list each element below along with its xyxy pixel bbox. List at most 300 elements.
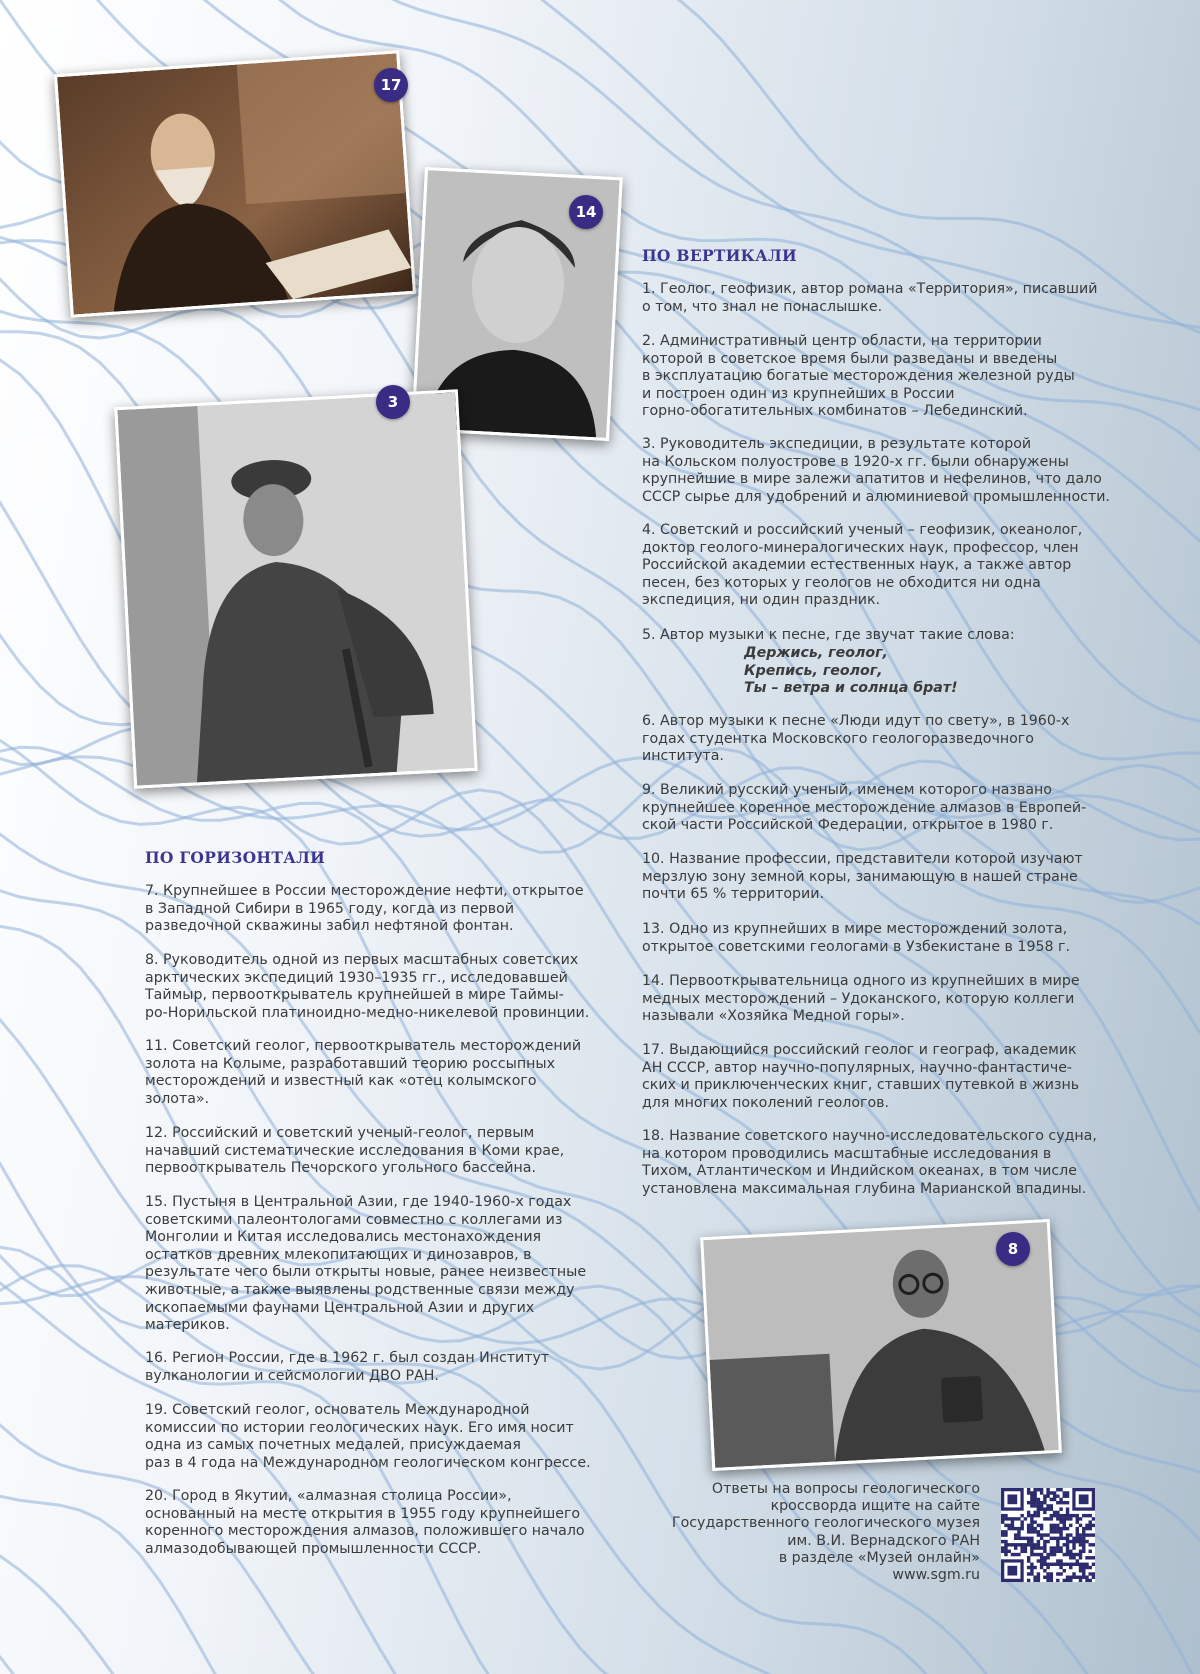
qr-module <box>1017 1537 1020 1540</box>
qr-module <box>1027 1579 1030 1582</box>
qr-module <box>1014 1553 1017 1556</box>
qr-module <box>1056 1550 1059 1553</box>
qr-module <box>1085 1514 1088 1517</box>
qr-module <box>1046 1491 1049 1494</box>
qr-module <box>1063 1527 1066 1530</box>
qr-module <box>1001 1540 1004 1543</box>
qr-module <box>1004 1553 1007 1556</box>
qr-module <box>1092 1563 1095 1566</box>
qr-module <box>1040 1566 1043 1569</box>
qr-module <box>1053 1494 1056 1497</box>
qr-module <box>1046 1488 1049 1491</box>
qr-module <box>1089 1533 1092 1536</box>
qr-module <box>1046 1507 1049 1510</box>
qr-module <box>1004 1530 1007 1533</box>
qr-module <box>1069 1563 1072 1566</box>
vertical-clue-14: 14. Первооткрывательница одного из крупнейших в мире медных месторождений – Удоканского, которую коллеги называли «Хозяйка Медной горы». <box>642 973 1080 1025</box>
qr-module <box>1082 1576 1085 1579</box>
photo-badge-17: 17 <box>374 68 408 102</box>
qr-module <box>1040 1553 1043 1556</box>
qr-module <box>1066 1511 1069 1514</box>
qr-module <box>1030 1543 1033 1546</box>
qr-module <box>1063 1520 1066 1523</box>
qr-module <box>1076 1514 1079 1517</box>
qr-module <box>1037 1546 1040 1549</box>
qr-module <box>1027 1537 1030 1540</box>
qr-module <box>1033 1530 1036 1533</box>
qr-module <box>1030 1537 1033 1540</box>
qr-module <box>1050 1576 1053 1579</box>
horizontal-clue-11: 11. Советский геолог, первооткрыватель месторождений золота на Колыме, разработавший теорию россыпных месторождений и известный как «отец колымского золота». <box>145 1038 582 1107</box>
qr-module <box>1053 1527 1056 1530</box>
qr-module <box>1004 1543 1007 1546</box>
qr-module <box>1030 1514 1033 1517</box>
qr-module <box>1040 1488 1043 1491</box>
qr-module <box>1066 1543 1069 1546</box>
qr-module <box>1033 1543 1036 1546</box>
qr-module <box>1050 1537 1053 1540</box>
qr-module <box>1056 1540 1059 1543</box>
qr-module <box>1085 1533 1088 1536</box>
qr-module <box>1059 1533 1062 1536</box>
qr-module <box>1033 1504 1036 1507</box>
qr-module <box>1063 1514 1066 1517</box>
qr-module <box>1040 1546 1043 1549</box>
website-link[interactable]: www.sgm.ru <box>892 1567 980 1584</box>
qr-module <box>1079 1566 1082 1569</box>
qr-module <box>1076 1559 1079 1562</box>
answers-footer-text: Ответы на вопросы геологического кроссворда ищите на сайте Государственного геологического музея им. В.И. Вернадского РАН в разделе «Музей онлайн» www.sgm.ru <box>671 1481 980 1584</box>
qr-finder <box>1007 1566 1017 1576</box>
song-verse: Держись, геолог, Крепись, геолог, Ты – ветра и солнца брат! <box>744 645 958 697</box>
vertical-clue-5: 5. Автор музыки к песне, где звучат такие слова: <box>642 627 1015 643</box>
qr-module <box>1037 1511 1040 1514</box>
qr-module <box>1020 1514 1023 1517</box>
qr-module <box>1076 1576 1079 1579</box>
qr-module <box>1033 1494 1036 1497</box>
qr-module <box>1076 1563 1079 1566</box>
qr-module <box>1056 1537 1059 1540</box>
qr-module <box>1011 1524 1014 1527</box>
qr-module <box>1056 1524 1059 1527</box>
qr-module <box>1004 1546 1007 1549</box>
qr-module <box>1082 1550 1085 1553</box>
qr-module <box>1092 1524 1095 1527</box>
qr-module <box>1059 1501 1062 1504</box>
qr-module <box>1040 1537 1043 1540</box>
qr-module <box>1079 1563 1082 1566</box>
qr-module <box>1085 1566 1088 1569</box>
qr-module <box>1050 1524 1053 1527</box>
qr-module <box>1037 1559 1040 1562</box>
qr-module <box>1037 1540 1040 1543</box>
qr-module <box>1030 1501 1033 1504</box>
qr-module <box>1079 1550 1082 1553</box>
qr-module <box>1001 1550 1004 1553</box>
qr-module <box>1050 1498 1053 1501</box>
qr-module <box>1079 1524 1082 1527</box>
qr-module <box>1033 1553 1036 1556</box>
qr-module <box>1050 1553 1053 1556</box>
horizontal-clue-8: 8. Руководитель одной из первых масштабных советских арктических экспедиций 1930–1935 гг., исследовавшей Таймыр, первооткрыватель крупнейшей в мире Таймы- ро-Норильской платиноидно-медно-никелевой провинции. <box>145 952 590 1021</box>
qr-module <box>1059 1566 1062 1569</box>
qr-module <box>1072 1553 1075 1556</box>
qr-module <box>1063 1517 1066 1520</box>
qr-module <box>1059 1514 1062 1517</box>
qr-module <box>1082 1566 1085 1569</box>
qr-module <box>1069 1524 1072 1527</box>
qr-module <box>1024 1550 1027 1553</box>
qr-module <box>1046 1572 1049 1575</box>
qr-module <box>1030 1553 1033 1556</box>
qr-module <box>1027 1511 1030 1514</box>
qr-module <box>1079 1537 1082 1540</box>
qr-module <box>1063 1563 1066 1566</box>
qr-module <box>1092 1556 1095 1559</box>
qr-module <box>1017 1533 1020 1536</box>
vertical-clue-9: 9. Великий русский ученый, именем которого названо крупнейшее коренное месторождение алмазов в Европей- ской части Российской Федерации, открытое в 1980 г. <box>642 782 1087 834</box>
qr-module <box>1043 1556 1046 1559</box>
qr-module <box>1030 1550 1033 1553</box>
qr-module <box>1050 1514 1053 1517</box>
qr-module <box>1063 1501 1066 1504</box>
qr-module <box>1050 1572 1053 1575</box>
qr-module <box>1092 1572 1095 1575</box>
qr-module <box>1011 1520 1014 1523</box>
qr-module <box>1079 1556 1082 1559</box>
vertical-clue-10: 10. Название профессии, представители которой изучают мерзлую зону земной коры, занимающую в нашей стране почти 65 % территории. <box>642 851 1083 903</box>
qr-module <box>1033 1511 1036 1514</box>
qr-module <box>1056 1563 1059 1566</box>
qr-module <box>1063 1553 1066 1556</box>
qr-module <box>1069 1576 1072 1579</box>
qr-module <box>1050 1517 1053 1520</box>
qr-module <box>1027 1540 1030 1543</box>
qr-module <box>1066 1494 1069 1497</box>
qr-module <box>1069 1566 1072 1569</box>
qr-module <box>1033 1498 1036 1501</box>
qr-module <box>1082 1546 1085 1549</box>
qr-module <box>1092 1576 1095 1579</box>
qr-module <box>1066 1501 1069 1504</box>
qr-module <box>1059 1507 1062 1510</box>
qr-module <box>1085 1576 1088 1579</box>
photo-badge-14: 14 <box>569 195 603 229</box>
qr-module <box>1079 1569 1082 1572</box>
qr-module <box>1043 1543 1046 1546</box>
qr-module <box>1066 1514 1069 1517</box>
qr-module <box>1030 1498 1033 1501</box>
qr-module <box>1085 1579 1088 1582</box>
qr-module <box>1066 1550 1069 1553</box>
qr-module <box>1085 1540 1088 1543</box>
qr-module <box>1089 1579 1092 1582</box>
qr-module <box>1056 1501 1059 1504</box>
qr-module <box>1037 1504 1040 1507</box>
qr-module <box>1040 1556 1043 1559</box>
qr-module <box>1037 1488 1040 1491</box>
qr-module <box>1089 1520 1092 1523</box>
qr-module <box>1014 1546 1017 1549</box>
qr-module <box>1043 1546 1046 1549</box>
qr-module <box>1059 1498 1062 1501</box>
qr-module <box>1046 1533 1049 1536</box>
qr-module <box>1014 1517 1017 1520</box>
qr-module <box>1017 1530 1020 1533</box>
horizontal-clue-16: 16. Регион России, где в 1962 г. был создан Институт вулканологии и сейсмологии ДВО РАН. <box>145 1350 550 1384</box>
qr-module <box>1063 1543 1066 1546</box>
horizontal-clue-15: 15. Пустыня в Центральной Азии, где 1940-1960-х годах советскими палеонтологами совместно с коллегами из Монголии и Китая исследовались местонахождения остатков древних млекопитающих и динозавров, в результате чего были открыты новые, ранее неизвестные животные, а также выявлены родственные связи между ископаемыми фаунами Центральной Азии и других материков. <box>145 1194 587 1334</box>
qr-module <box>1079 1553 1082 1556</box>
photo-badge-8: 8 <box>996 1232 1030 1266</box>
qr-module <box>1082 1533 1085 1536</box>
qr-module <box>1069 1533 1072 1536</box>
qr-module <box>1043 1501 1046 1504</box>
qr-module <box>1043 1569 1046 1572</box>
qr-module <box>1066 1576 1069 1579</box>
qr-module <box>1056 1543 1059 1546</box>
photo-17-portrait <box>54 50 416 318</box>
qr-module <box>1001 1546 1004 1549</box>
qr-module <box>1040 1527 1043 1530</box>
horizontal-section-heading: ПО ГОРИЗОНТАЛИ <box>145 848 326 867</box>
qr-module <box>1056 1530 1059 1533</box>
qr-module <box>1043 1507 1046 1510</box>
qr-module <box>1017 1527 1020 1530</box>
qr-module <box>1027 1566 1030 1569</box>
qr-module <box>1030 1524 1033 1527</box>
qr-module <box>1033 1566 1036 1569</box>
qr-module <box>1020 1537 1023 1540</box>
qr-module <box>1076 1517 1079 1520</box>
qr-module <box>1066 1527 1069 1530</box>
qr-module <box>1050 1530 1053 1533</box>
qr-module <box>1069 1540 1072 1543</box>
qr-module <box>1037 1498 1040 1501</box>
qr-module <box>1053 1498 1056 1501</box>
qr-module <box>1089 1572 1092 1575</box>
qr-module <box>1059 1517 1062 1520</box>
qr-module <box>1027 1559 1030 1562</box>
qr-module <box>1037 1533 1040 1536</box>
qr-module <box>1027 1488 1030 1491</box>
qr-module <box>1076 1533 1079 1536</box>
qr-module <box>1046 1556 1049 1559</box>
qr-module <box>1076 1530 1079 1533</box>
qr-module <box>1033 1501 1036 1504</box>
qr-module <box>1050 1507 1053 1510</box>
qr-module <box>1033 1576 1036 1579</box>
qr-module <box>1082 1537 1085 1540</box>
horizontal-clue-20: 20. Город в Якутии, «алмазная столица России», основанный на месте открытия в 1955 году крупнейшего коренного месторождения алмазов, положившего начало алмазодобывающей промышленности СССР. <box>145 1488 585 1557</box>
qr-module <box>1033 1527 1036 1530</box>
qr-module <box>1020 1527 1023 1530</box>
qr-module <box>1076 1520 1079 1523</box>
qr-module <box>1046 1494 1049 1497</box>
qr-module <box>1033 1520 1036 1523</box>
qr-module <box>1082 1563 1085 1566</box>
horizontal-clue-19: 19. Советский геолог, основатель Международной комиссии по истории геологических наук. Его имя носит одна из самых почетных медалей, присуждаемая раз в 4 года на Международном геологическом конгрессе. <box>145 1402 591 1471</box>
qr-module <box>1040 1501 1043 1504</box>
qr-module <box>1066 1553 1069 1556</box>
qr-module <box>1040 1504 1043 1507</box>
qr-module <box>1063 1491 1066 1494</box>
qr-module <box>1043 1550 1046 1553</box>
vertical-clue-6: 6. Автор музыки к песне «Люди идут по свету», в 1960-х годах студентка Московского геологоразведочного института. <box>642 713 1070 765</box>
vertical-clue-1: 1. Геолог, геофизик, автор романа «Территория», писавший о том, что знал не понаслышке. <box>642 281 1098 315</box>
qr-module <box>1059 1488 1062 1491</box>
qr-module <box>1033 1546 1036 1549</box>
qr-module <box>1007 1550 1010 1553</box>
qr-module <box>1053 1530 1056 1533</box>
horizontal-clue-7: 7. Крупнейшее в России месторождение нефти, открытое в Западной Сибири в 1965 году, когда из первой разведочной скважины забил нефтяной фонтан. <box>145 883 584 935</box>
qr-module <box>1043 1494 1046 1497</box>
qr-module <box>1030 1546 1033 1549</box>
qr-module <box>1085 1524 1088 1527</box>
vertical-clue-18: 18. Название советского научно-исследовательского судна, на котором проводились масштабные исследования в Тихом, Атлантическом и Индийском океанах, в том числе установлена максимальная глубина Марианской впадины. <box>642 1128 1097 1197</box>
qr-module <box>1063 1494 1066 1497</box>
qr-finder <box>1079 1494 1089 1504</box>
qr-module <box>1004 1524 1007 1527</box>
qr-module <box>1059 1520 1062 1523</box>
qr-module <box>1066 1533 1069 1536</box>
qr-module <box>1072 1537 1075 1540</box>
qr-module <box>1059 1537 1062 1540</box>
qr-module <box>1040 1559 1043 1562</box>
qr-module <box>1050 1491 1053 1494</box>
qr-module <box>1030 1569 1033 1572</box>
bw-seated-man-image <box>117 392 474 785</box>
qr-module <box>1030 1494 1033 1497</box>
qr-module <box>1050 1546 1053 1549</box>
qr-module <box>1043 1511 1046 1514</box>
qr-module <box>1079 1543 1082 1546</box>
qr-module <box>1085 1563 1088 1566</box>
qr-module <box>1043 1559 1046 1562</box>
qr-module <box>1072 1543 1075 1546</box>
qr-module <box>1056 1527 1059 1530</box>
qr-module <box>1089 1556 1092 1559</box>
qr-module <box>1027 1527 1030 1530</box>
qr-module <box>1069 1517 1072 1520</box>
qr-module <box>1043 1576 1046 1579</box>
qr-module <box>1066 1537 1069 1540</box>
qr-module <box>1037 1524 1040 1527</box>
qr-module <box>1050 1579 1053 1582</box>
qr-module <box>1069 1550 1072 1553</box>
qr-module <box>1056 1494 1059 1497</box>
qr-module <box>1056 1559 1059 1562</box>
qr-module <box>1033 1488 1036 1491</box>
qr-module <box>1046 1553 1049 1556</box>
qr-module <box>1001 1530 1004 1533</box>
qr-module <box>1046 1576 1049 1579</box>
qr-module <box>1072 1514 1075 1517</box>
qr-module <box>1053 1563 1056 1566</box>
qr-module <box>1063 1569 1066 1572</box>
qr-module <box>1092 1543 1095 1546</box>
qr-module <box>1082 1530 1085 1533</box>
qr-module <box>1089 1550 1092 1553</box>
qr-module <box>1056 1517 1059 1520</box>
qr-module <box>1030 1520 1033 1523</box>
qr-module <box>1050 1550 1053 1553</box>
qr-module <box>1027 1514 1030 1517</box>
qr-module <box>1046 1579 1049 1582</box>
qr-module <box>1027 1501 1030 1504</box>
qr-code[interactable] <box>1001 1488 1095 1582</box>
qr-module <box>1024 1546 1027 1549</box>
qr-module <box>1085 1527 1088 1530</box>
qr-module <box>1063 1524 1066 1527</box>
qr-module <box>1014 1533 1017 1536</box>
qr-module <box>1050 1527 1053 1530</box>
qr-module <box>1020 1524 1023 1527</box>
qr-module <box>1043 1498 1046 1501</box>
qr-module <box>1020 1520 1023 1523</box>
qr-module <box>1007 1517 1010 1520</box>
qr-module <box>1040 1533 1043 1536</box>
qr-module <box>1004 1550 1007 1553</box>
qr-module <box>1079 1579 1082 1582</box>
qr-module <box>1046 1563 1049 1566</box>
qr-module <box>1030 1540 1033 1543</box>
qr-module <box>1043 1517 1046 1520</box>
vertical-clue-4: 4. Советский и российский ученый – геофизик, океанолог, доктор геолого-минералогических наук, профессор, член Российской академии естественных наук, а также автор песен, без которых у геологов не обходится ни одна экспедиция, ни один праздник. <box>642 522 1083 609</box>
qr-module <box>1017 1543 1020 1546</box>
qr-module <box>1030 1530 1033 1533</box>
qr-module <box>1007 1527 1010 1530</box>
qr-module <box>1037 1553 1040 1556</box>
qr-module <box>1011 1527 1014 1530</box>
qr-module <box>1030 1517 1033 1520</box>
qr-module <box>1033 1579 1036 1582</box>
qr-module <box>1020 1543 1023 1546</box>
qr-module <box>1059 1550 1062 1553</box>
qr-module <box>1037 1576 1040 1579</box>
qr-module <box>1059 1559 1062 1562</box>
sepia-portrait-image <box>57 53 413 314</box>
qr-module <box>1053 1524 1056 1527</box>
qr-module <box>1040 1491 1043 1494</box>
qr-module <box>1040 1507 1043 1510</box>
qr-module <box>1082 1514 1085 1517</box>
qr-module <box>1066 1491 1069 1494</box>
qr-module <box>1020 1550 1023 1553</box>
vertical-clue-17: 17. Выдающийся российский геолог и географ, академик АН СССР, автор научно-популярных, научно-фантастиче- ских и приключенческих книг, ставших путевкой в жизнь для многих поколений геологов. <box>642 1042 1080 1111</box>
qr-module <box>1011 1517 1014 1520</box>
qr-module <box>1066 1563 1069 1566</box>
qr-module <box>1017 1517 1020 1520</box>
qr-module <box>1040 1563 1043 1566</box>
qr-module <box>1069 1579 1072 1582</box>
qr-module <box>1017 1553 1020 1556</box>
qr-module <box>1079 1517 1082 1520</box>
qr-module <box>1076 1540 1079 1543</box>
qr-module <box>1059 1546 1062 1549</box>
qr-module <box>1089 1524 1092 1527</box>
qr-module <box>1037 1543 1040 1546</box>
vertical-section-heading: ПО ВЕРТИКАЛИ <box>642 246 797 265</box>
qr-module <box>1059 1572 1062 1575</box>
qr-module <box>1072 1572 1075 1575</box>
qr-module <box>1089 1543 1092 1546</box>
qr-module <box>1056 1546 1059 1549</box>
qr-module <box>1027 1530 1030 1533</box>
qr-module <box>1053 1491 1056 1494</box>
qr-module <box>1072 1540 1075 1543</box>
qr-module <box>1050 1563 1053 1566</box>
